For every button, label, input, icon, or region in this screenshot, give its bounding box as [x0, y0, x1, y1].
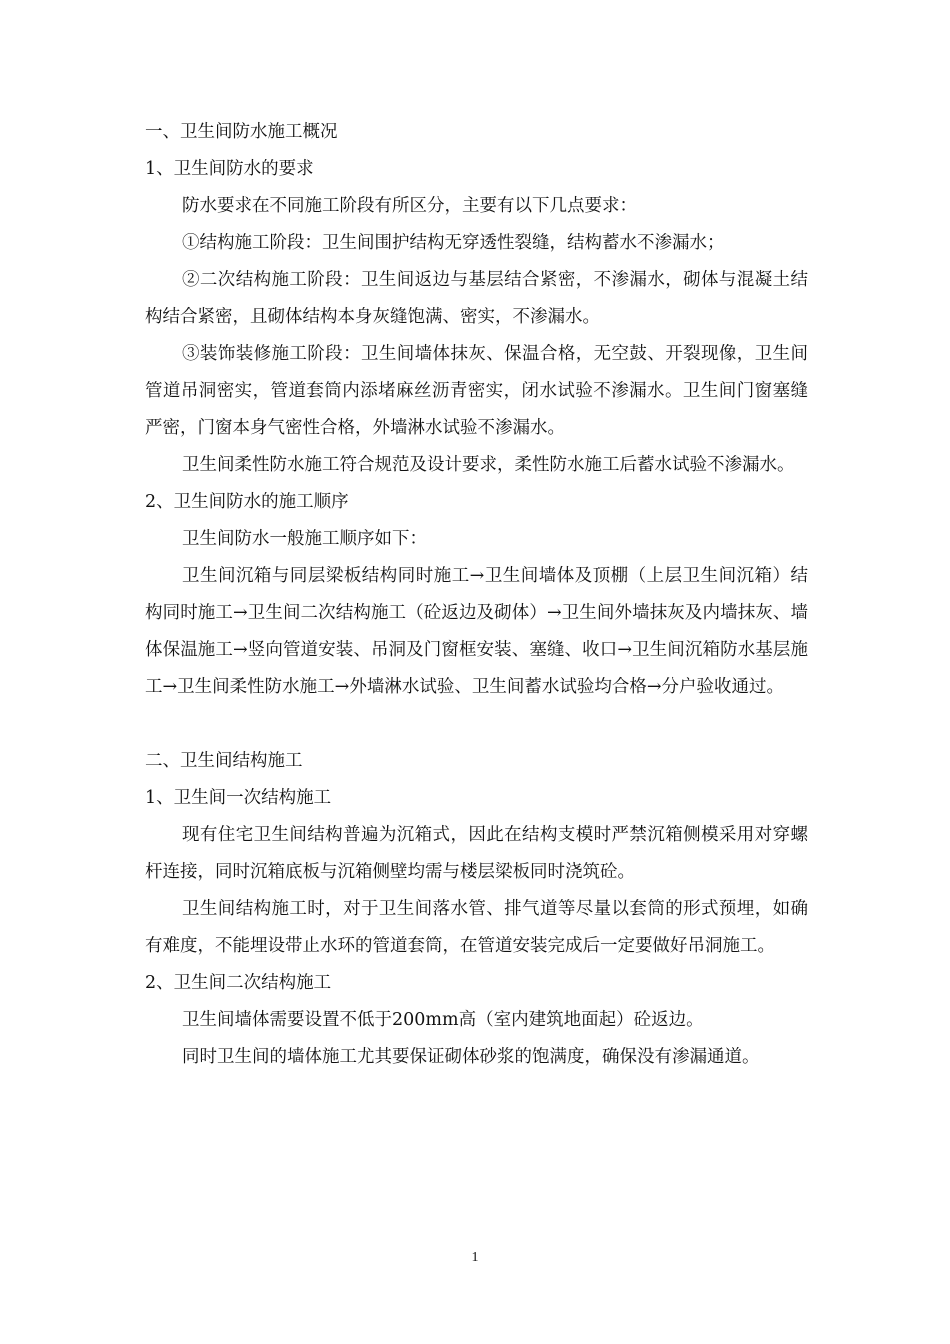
- section-2-1-heading: 1、卫生间一次结构施工: [145, 788, 332, 808]
- document-page: [145, 114, 808, 1076]
- section-2-heading: 二、卫生间结构施工: [145, 751, 303, 771]
- sequence-intro: 卫生间防水一般施工顺序如下：: [182, 529, 427, 549]
- secondary-structure-paragraph-2: 同时卫生间的墙体施工尤其要保证砌体砂浆的饱满度，确保没有渗漏通道。: [182, 1047, 760, 1067]
- page-number: 1: [471, 1250, 479, 1265]
- requirements-summary: 卫生间柔性防水施工符合规范及设计要求，柔性防水施工后蓄水试验不渗漏水。: [182, 455, 795, 475]
- secondary-structure-paragraph-1: 卫生间墙体需要设置不低于200mm高（室内建筑地面起）砼返边。: [182, 1010, 704, 1030]
- section-1-2-heading: 2、卫生间防水的施工顺序: [145, 492, 349, 512]
- requirement-item-3: ③装饰装修施工阶段：卫生间墙体抹灰、保温合格，无空鼓、开裂现像，卫生间管道吊洞密实，管道套筒内添堵麻丝沥青密实，闭水试验不渗漏水。卫生间门窗塞缝严密，门窗本身气密性合格，外墙淋水试验不渗漏水。: [145, 344, 808, 438]
- requirement-item-1: ①结构施工阶段：卫生间围护结构无穿透性裂缝，结构蓄水不渗漏水；: [182, 233, 725, 253]
- construction-sequence: 卫生间沉箱与同层梁板结构同时施工→卫生间墙体及顶棚（上层卫生间沉箱）结构同时施工→卫生间二次结构施工（砼返边及砌体）→卫生间外墙抹灰及内墙抹灰、墙体保温施工→竖向管道安装、吊洞及门窗框安装、塞缝、收口→卫生间沉箱防水基层施工→卫生间柔性防水施工→外墙淋水试验、卫生间蓄水试验均合格→分户验收通过。: [145, 566, 808, 697]
- primary-structure-paragraph-1: 现有住宅卫生间结构普遍为沉箱式，因此在结构支模时严禁沉箱侧模采用对穿螺杆连接，同时沉箱底板与沉箱侧壁均需与楼层梁板同时浇筑砼。: [145, 825, 808, 882]
- section-1-1-heading: 1、卫生间防水的要求: [145, 159, 314, 179]
- requirement-item-2: ②二次结构施工阶段：卫生间返边与基层结合紧密，不渗漏水，砌体与混凝土结构结合紧密，且砌体结构本身灰缝饱满、密实，不渗漏水。: [145, 270, 808, 327]
- section-1-heading: 一、卫生间防水施工概况: [145, 122, 338, 142]
- section-gap: [145, 706, 808, 743]
- requirements-intro: 防水要求在不同施工阶段有所区分，主要有以下几点要求：: [182, 196, 637, 216]
- primary-structure-paragraph-2: 卫生间结构施工时，对于卫生间落水管、排气道等尽量以套筒的形式预埋，如确有难度，不能埋设带止水环的管道套筒，在管道安装完成后一定要做好吊洞施工。: [145, 899, 808, 956]
- section-2-2-heading: 2、卫生间二次结构施工: [145, 973, 332, 993]
